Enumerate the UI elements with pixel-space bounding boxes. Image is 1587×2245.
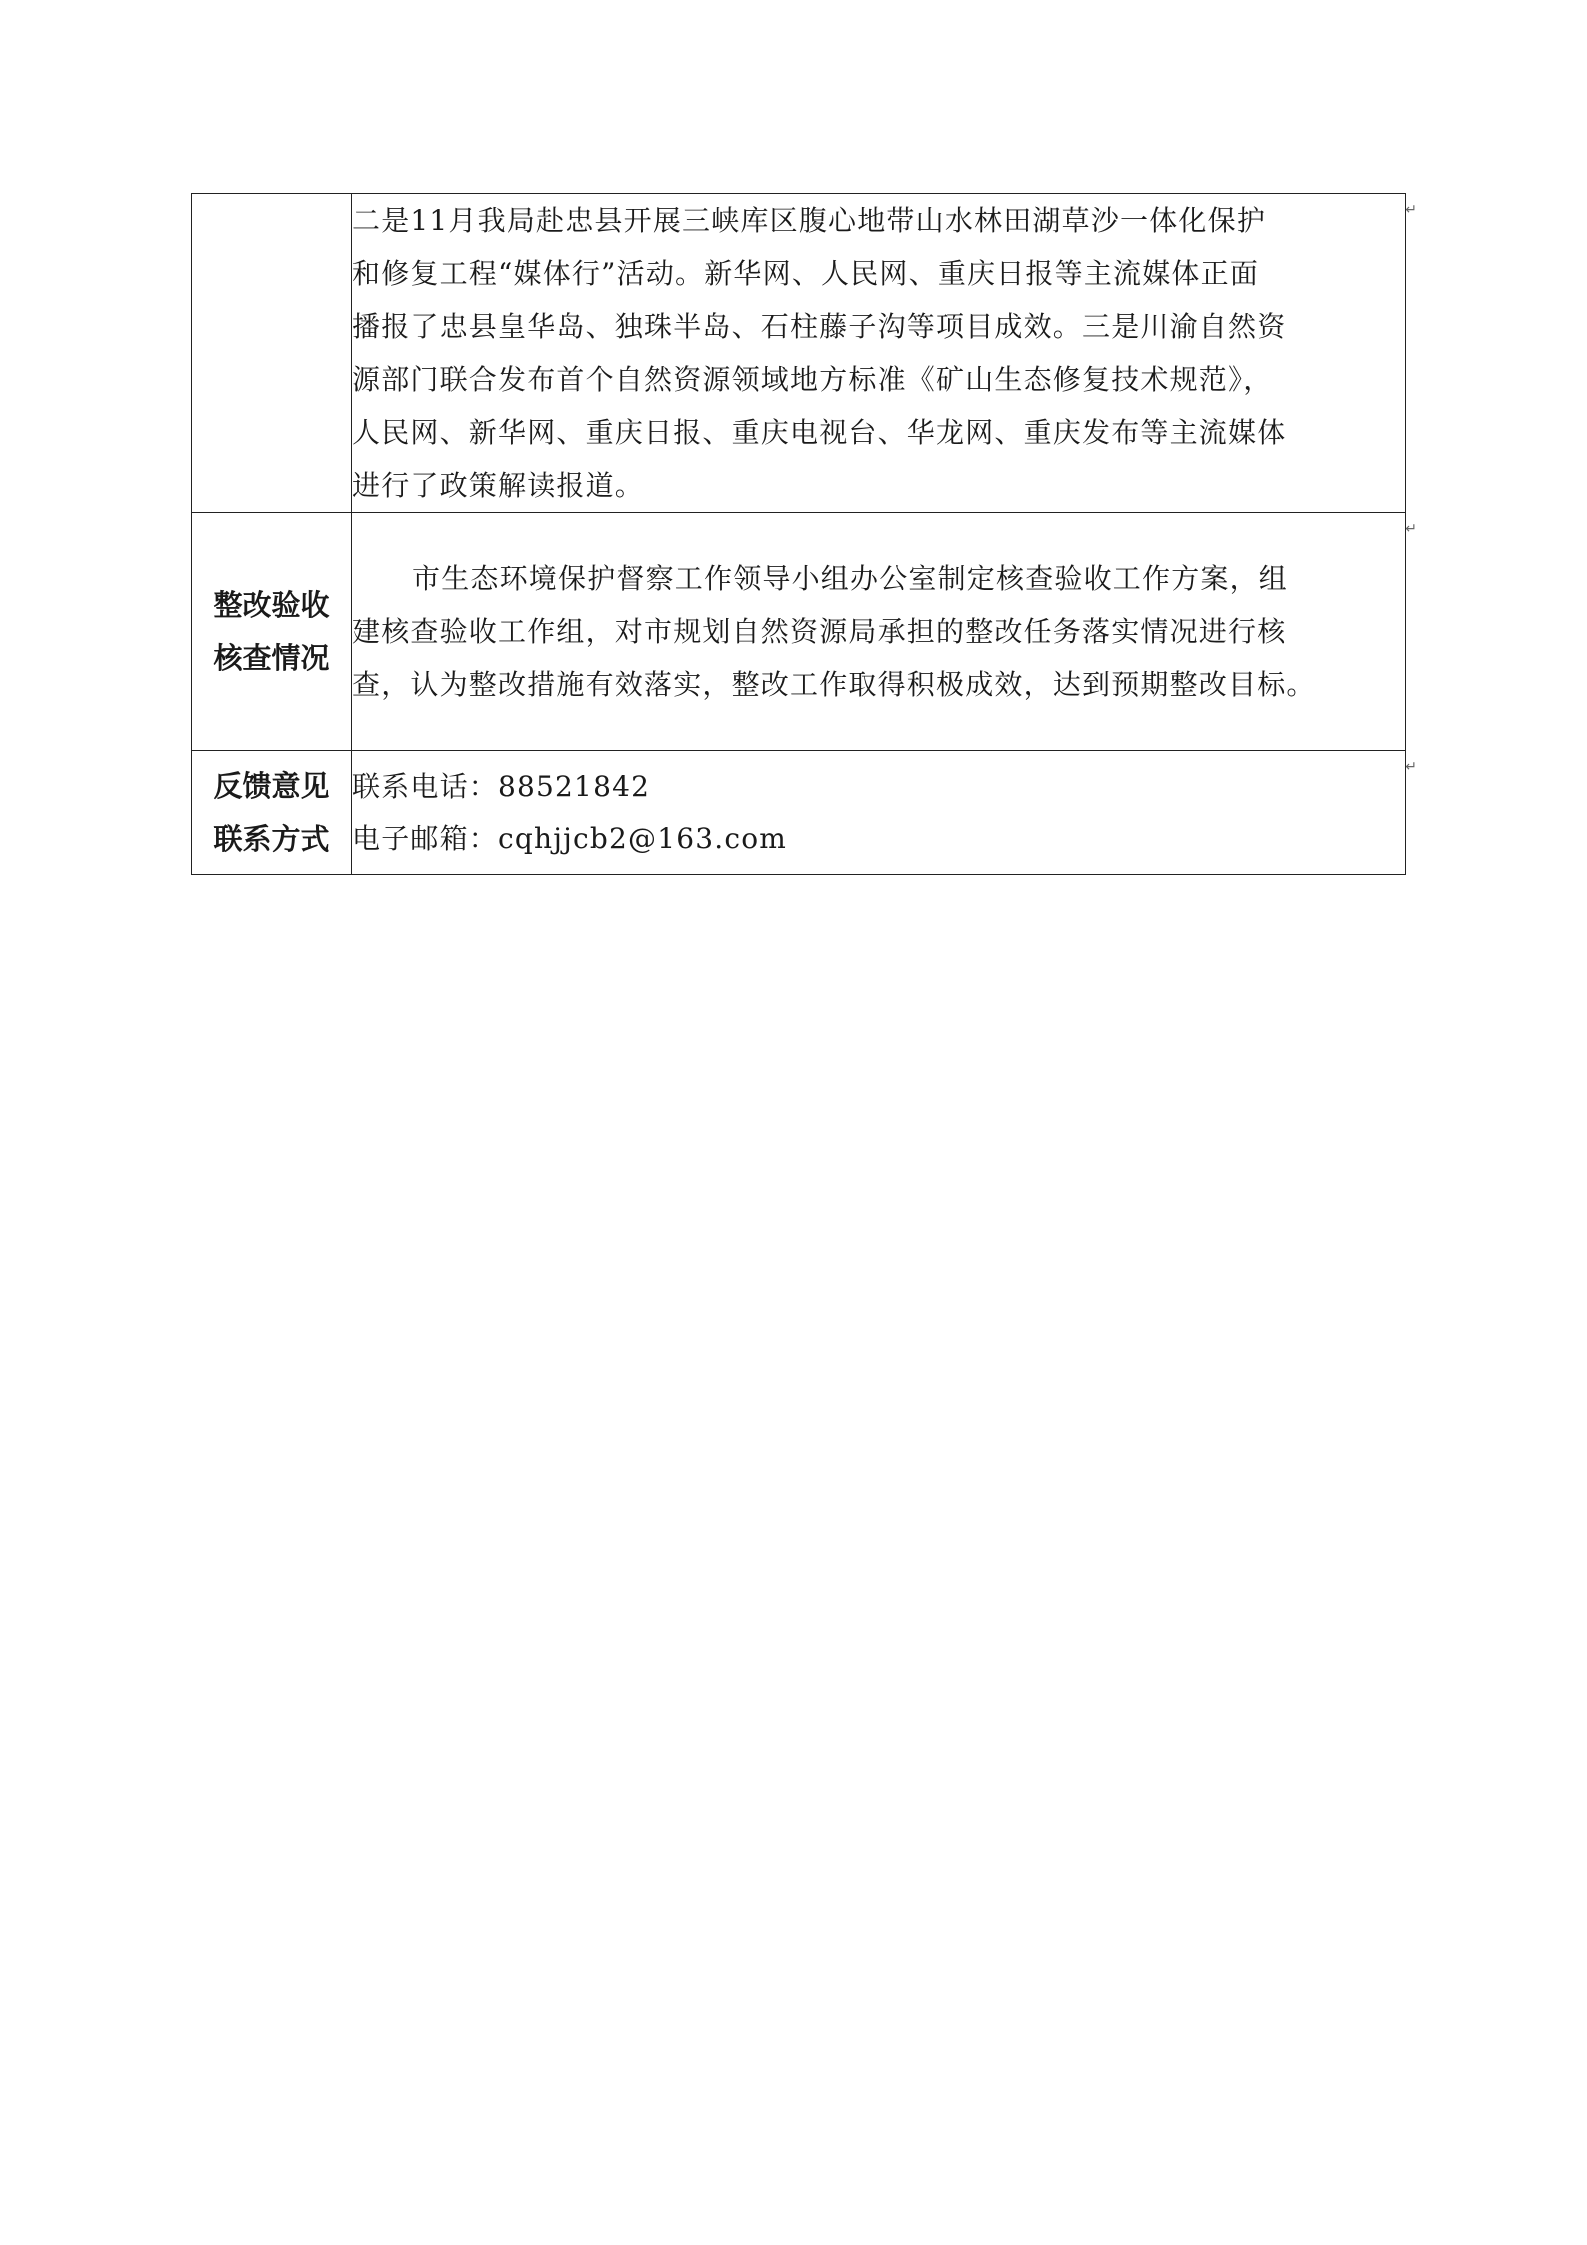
publicity-content-cell: [352, 194, 1417, 513]
label-line: 联系方式: [213, 821, 330, 856]
table-row-verification: [192, 513, 1406, 751]
content-line: 进行了政策解读报道。: [352, 469, 645, 502]
content-line: 建核查验收工作组，对市规划自然资源局承担的整改任务落实情况进行核: [352, 615, 1287, 648]
table-row-publicity: [192, 194, 1406, 513]
contact-phone: 联系电话：88521842: [352, 769, 651, 803]
content-line: 和修复工程“媒体行”活动。新华网、人民网、重庆日报等主流媒体正面: [352, 257, 1260, 290]
paragraph-mark-icon: ↵: [1405, 759, 1417, 775]
content-line: 查，认为整改措施有效落实，整改工作取得积极成效，达到预期整改目标。: [352, 668, 1316, 701]
label-line: 反馈意见: [213, 768, 330, 803]
content-line: 源部门联合发布首个自然资源领域地方标准《矿山生态修复技术规范》，: [352, 363, 1273, 396]
row-label-contact: [192, 751, 352, 875]
contact-email: 电子邮箱：cqhjjcb2@163.com: [352, 821, 788, 855]
content-line: 人民网、新华网、重庆日报、重庆电视台、华龙网、重庆发布等主流媒体: [352, 416, 1287, 449]
row-label-verification: [192, 513, 352, 751]
contact-content-cell: [352, 751, 1417, 875]
label-line: 核查情况: [213, 640, 330, 675]
content-line: 市生态环境保护督察工作领导小组办公室制定核查验收工作方案，组: [412, 562, 1289, 595]
rectification-table: [191, 193, 1417, 875]
label-line: 整改验收: [213, 587, 330, 622]
content-line: 二是11月我局赴忠县开展三峡库区腹心地带山水林田湖草沙一体化保护: [352, 204, 1267, 237]
content-line: 播报了忠县皇华岛、独珠半岛、石柱藤子沟等项目成效。三是川渝自然资: [352, 310, 1287, 343]
verification-content-cell: [352, 513, 1417, 751]
table-row-contact: [192, 751, 1406, 875]
row-label-empty: [192, 194, 352, 513]
paragraph-mark-icon: ↵: [1405, 521, 1417, 537]
paragraph-mark-icon: ↵: [1405, 202, 1417, 218]
